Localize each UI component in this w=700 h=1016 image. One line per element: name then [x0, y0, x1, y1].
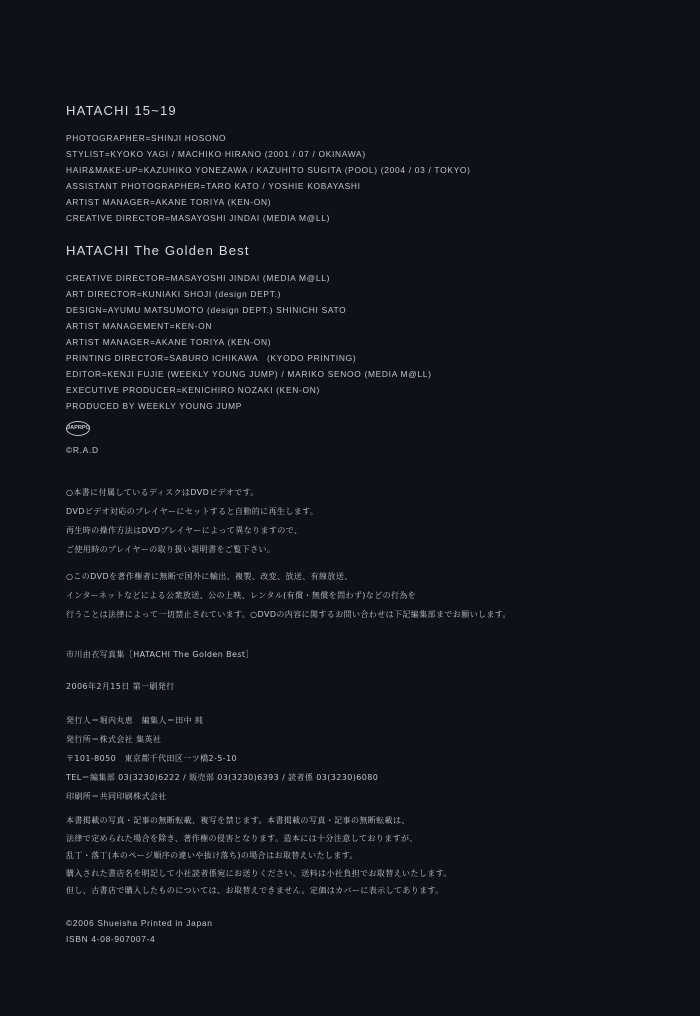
notice-line: インターネットなどによる公衆放送、公の上映、レンタル(有償・無償を問わず)などの行為を [66, 591, 417, 600]
credits-golden-best [66, 243, 666, 458]
publisher-line: TEL＝編集部 03(3230)6222 / 販売部 03(3230)6393 / 読者係 03(3230)6080 [66, 773, 379, 782]
section-title: HATACHI 15~19 [66, 103, 177, 118]
credit-line: ARTIST MANAGER=AKANE TORIYA (KEN-ON) [66, 197, 272, 207]
credit-line: ART DIRECTOR=KUNIAKI SHOJI (design DEPT.) [66, 289, 282, 299]
credit-line: EXECUTIVE PRODUCER=KENICHIRO NOZAKI (KEN-ON) [66, 385, 320, 395]
notice-line: ○本書に付属しているディスクはDVDビデオです。 [66, 488, 259, 497]
notice-line: 行うことは法律によって一切禁止されています。○DVDの内容に関するお問い合わせは下記編集部までお願いします。 [66, 610, 511, 619]
date-line: 2006年2月15日 第一刷発行 [66, 682, 175, 691]
credit-line: PRODUCED BY WEEKLY YOUNG JUMP [66, 401, 243, 411]
legal-line: 購入された書店名を明記して小社読者係宛にお送りください。送料は小社負担でお取替えいたします。 [66, 868, 452, 878]
credit-line: PRINTING DIRECTOR=SABURO ICHIKAWA (KYODO PRINTING) [66, 353, 357, 363]
credit-line: ASSISTANT PHOTOGRAPHER=TARO KATO / YOSHIE KOBAYASHI [66, 181, 361, 191]
legal-line: 乱丁・落丁(本のページ順序の違いや抜け落ち)の場合はお取替えいたします。 [66, 851, 358, 860]
legal-line: 但し、古書店で購入したものについては、お取替えできません。定価はカバーに表示してあります。 [66, 886, 444, 895]
notice-line: 再生時の操作方法はDVDプレイヤーによって異なりますので、 [66, 526, 303, 535]
publisher-line: 〒101-8050 東京都千代田区一ツ橋2-5-10 [66, 754, 238, 763]
publisher-line: 発行人＝堀内丸恵 編集人＝田中 純 [66, 716, 204, 725]
credit-line: EDITOR=KENJI FUJIE (WEEKLY YOUNG JUMP) / MARIKO SENOO (MEDIA M@LL) [66, 369, 432, 379]
credit-line: ARTIST MANAGER=AKANE TORIYA (KEN-ON) [66, 337, 272, 347]
credit-line: ARTIST MANAGEMENT=KEN-ON [66, 321, 213, 331]
notice-line: DVDビデオ対応のプレイヤーにセットすると自動的に再生します。 [66, 507, 319, 516]
japrpo-logo: JAPRPO [66, 421, 90, 436]
footer-copyright: ©2006 Shueisha Printed in Japan [66, 918, 213, 928]
credit-line: DESIGN=AYUMU MATSUMOTO (design DEPT.) SHINICHI SATO [66, 305, 347, 315]
book-title-line: 市川由衣写真集［HATACHI The Golden Best］ [66, 650, 254, 659]
credit-line: PHOTOGRAPHER=SHINJI HOSONO [66, 133, 227, 143]
footer [66, 915, 666, 947]
publication-date [66, 677, 666, 696]
publisher-line: 印刷所＝共同印刷株式会社 [66, 792, 167, 801]
legal-notice [66, 812, 666, 900]
legal-line: 本書掲載の写真・記事の無断転載、複写を禁じます。本書掲載の写真・記事の無断転載は、 [66, 816, 410, 825]
publisher-info [66, 711, 666, 806]
isbn: ISBN 4-08-907007-4 [66, 934, 156, 944]
legal-line: 法律で定められた場合を除き、著作権の侵害となります。造本には十分注意しておりますが、 [66, 833, 418, 843]
credit-line: HAIR&MAKE-UP=KAZUHIKO YONEZAWA / KAZUHITO SUGITA (POOL) (2004 / 03 / TOKYO) [66, 165, 471, 175]
credit-line: CREATIVE DIRECTOR=MASAYOSHI JINDAI (MEDIA M@LL) [66, 213, 331, 223]
dvd-copyright-notice [66, 567, 666, 624]
credit-line: CREATIVE DIRECTOR=MASAYOSHI JINDAI (MEDIA M@LL) [66, 273, 331, 283]
credits-hatachi-15-19 [66, 103, 666, 226]
credit-line: STYLIST=KYOKO YAGI / MACHIKO HIRANO (2001 / 07 / OKINAWA) [66, 149, 366, 159]
rad-copyright: ©R.A.D [66, 445, 99, 455]
notice-line: ご使用時のプレイヤーの取り扱い説明書をご覧下さい。 [66, 545, 276, 554]
publisher-line: 発行所＝株式会社 集英社 [66, 735, 162, 744]
book-title [66, 645, 666, 664]
notice-line: ○このDVDを著作権者に無断で国外に輸出、複製、改変、放送、有線放送、 [66, 572, 353, 581]
section-title: HATACHI The Golden Best [66, 243, 250, 258]
dvd-notice [66, 483, 666, 559]
